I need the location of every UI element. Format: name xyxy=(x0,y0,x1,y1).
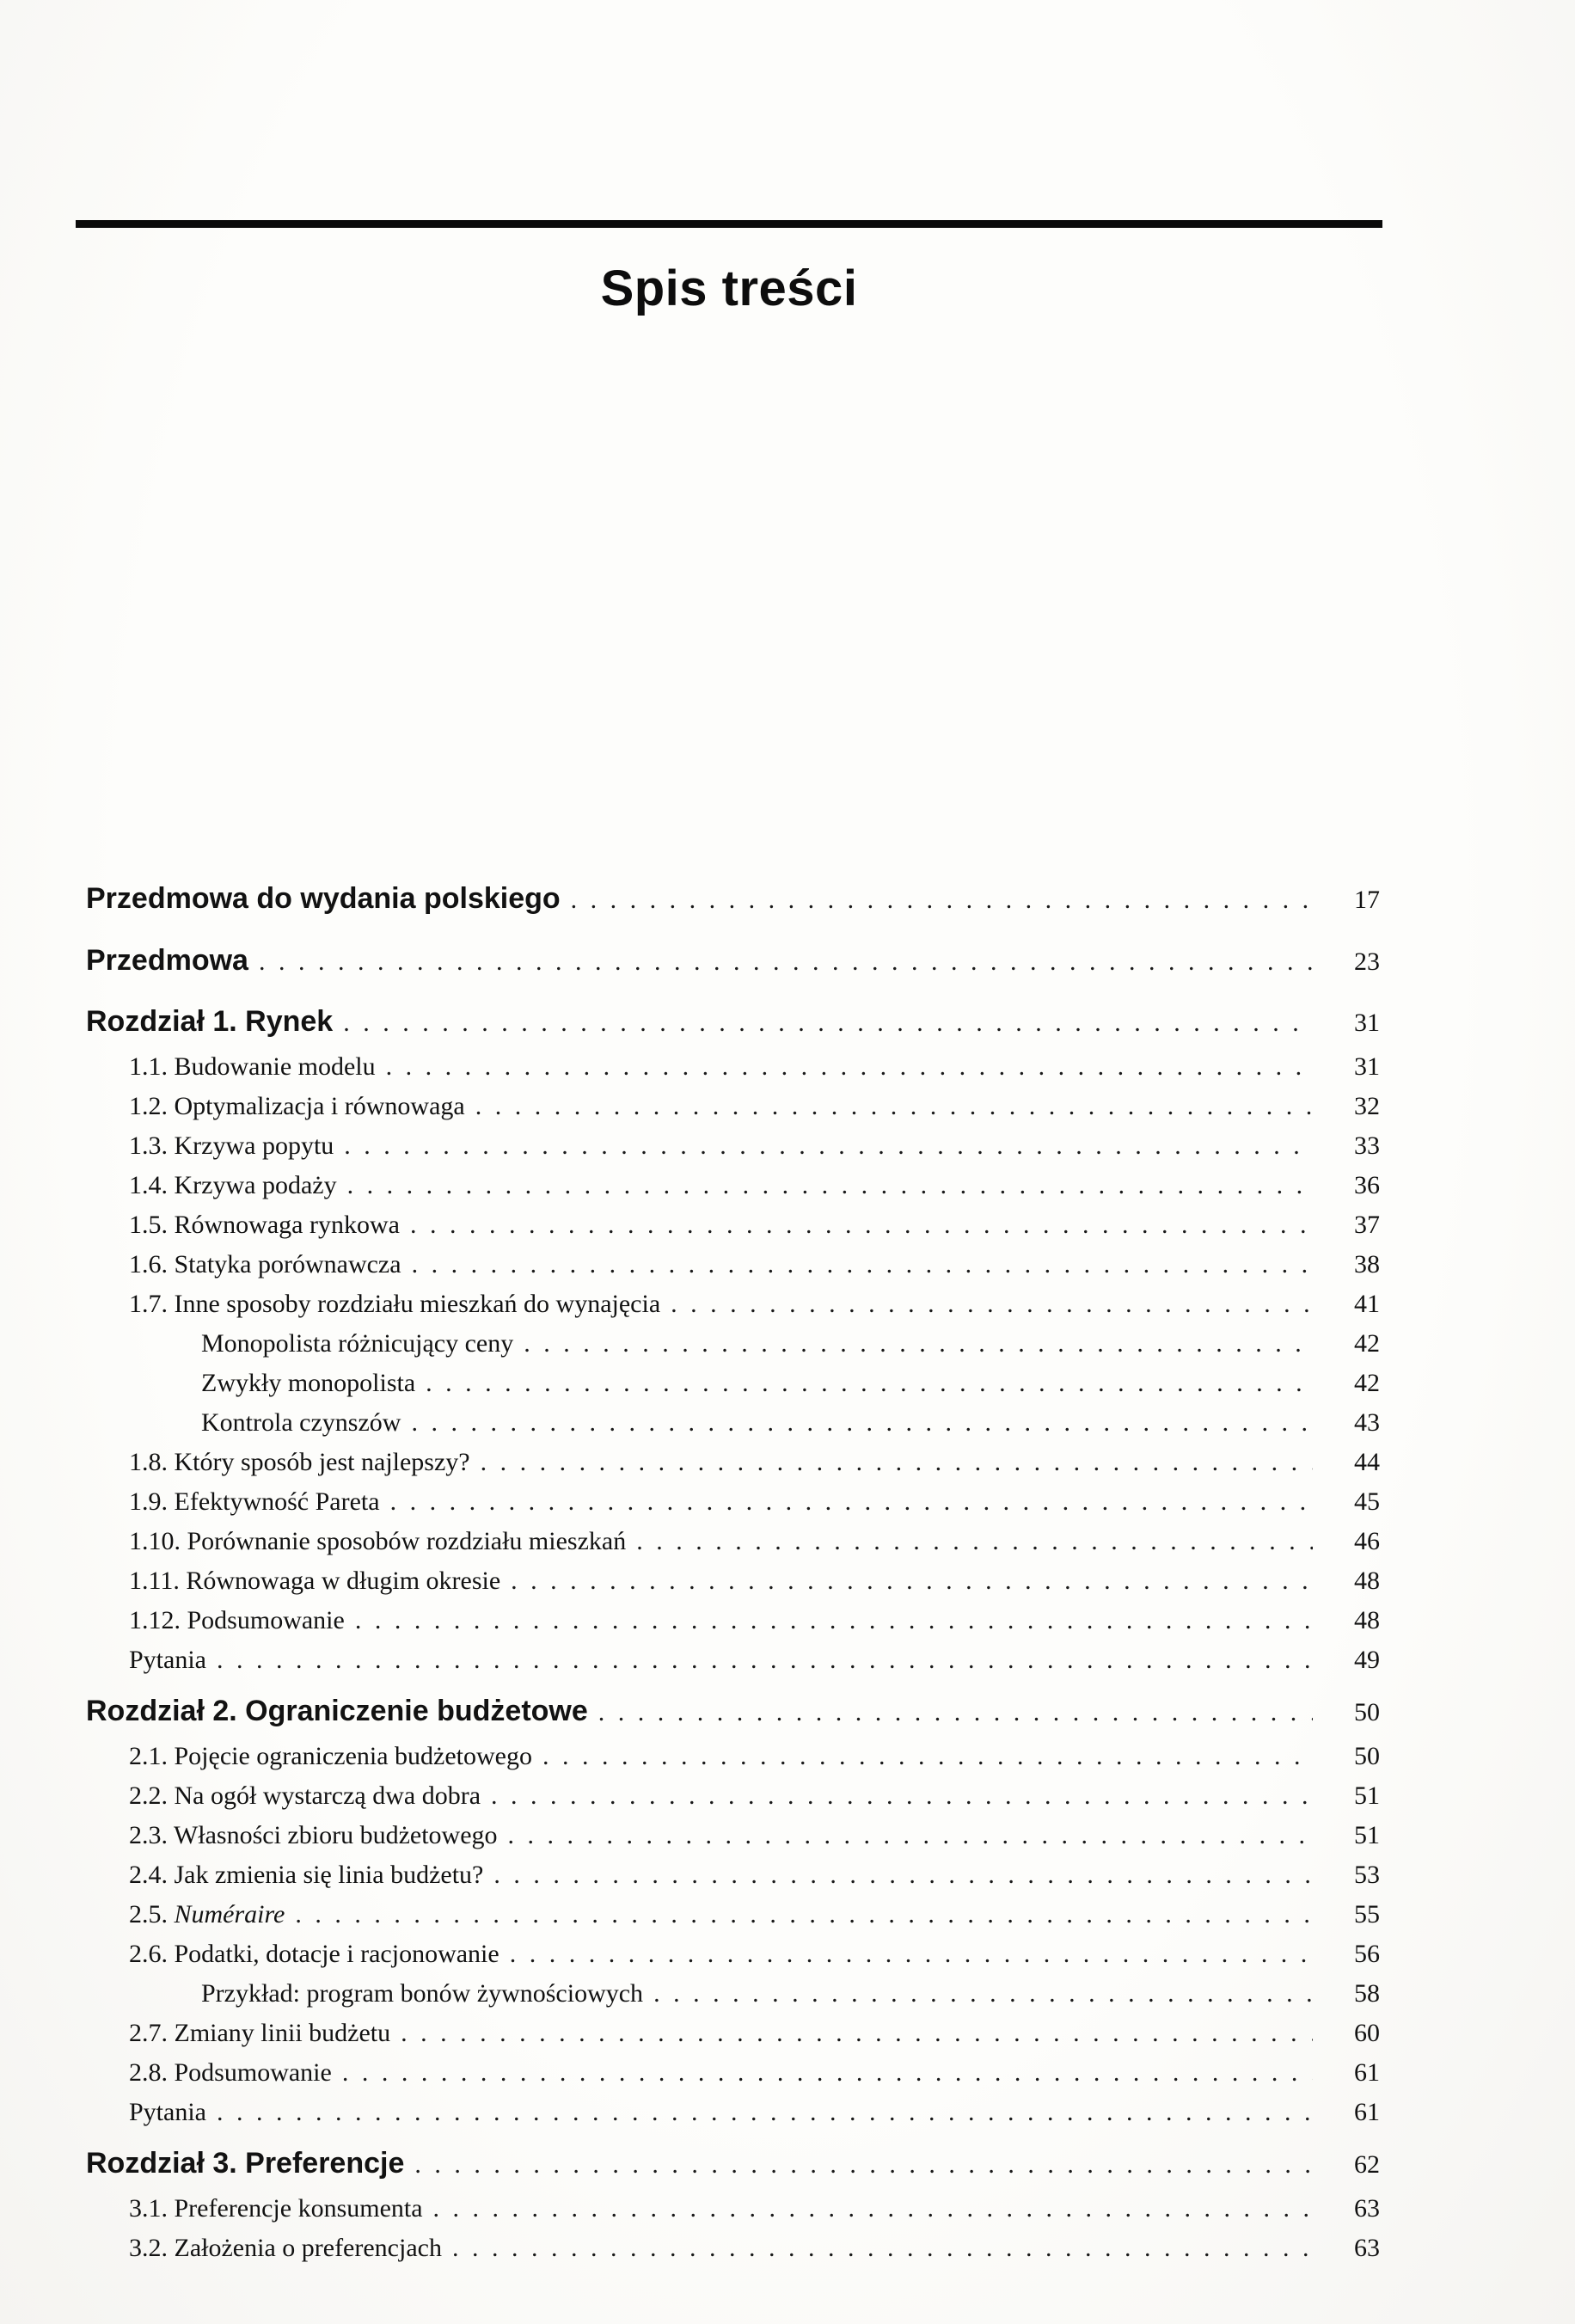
dot-leader xyxy=(524,1324,1313,1364)
toc-entry-page: 60 xyxy=(1354,2019,1380,2047)
toc-entry-page: 56 xyxy=(1354,1940,1380,1968)
toc-entry xyxy=(86,2189,1380,2229)
toc-entry xyxy=(86,1482,1380,1522)
dot-leader xyxy=(386,1047,1313,1087)
dot-leader xyxy=(259,939,1313,985)
dot-leader xyxy=(411,1403,1313,1443)
dot-leader xyxy=(390,1482,1313,1522)
dot-leader xyxy=(598,1690,1313,1735)
toc-entry-label: 1.12. Podsumowanie xyxy=(129,1606,345,1634)
toc-entry xyxy=(86,1974,1380,2014)
toc-entry-page: 32 xyxy=(1354,1092,1380,1120)
toc-entry-page: 43 xyxy=(1354,1408,1380,1437)
toc-entry-label: Pytania xyxy=(129,1646,206,1674)
toc-entry xyxy=(86,1324,1380,1364)
toc-entry xyxy=(86,1285,1380,1324)
toc-entry-page: 33 xyxy=(1354,1131,1380,1160)
toc-entry-label: Kontrola czynszów xyxy=(201,1408,401,1437)
toc-entry-page: 63 xyxy=(1354,2194,1380,2223)
dot-leader xyxy=(481,1443,1313,1482)
toc-entry xyxy=(86,1816,1380,1855)
toc-entry xyxy=(86,1935,1380,1974)
toc-entry-page: 55 xyxy=(1354,1900,1380,1928)
dot-leader xyxy=(412,1245,1313,1285)
toc-entry-label: 1.6. Statyka porównawcza xyxy=(129,1250,401,1279)
dot-leader xyxy=(355,1601,1313,1640)
toc-entry-page: 51 xyxy=(1354,1821,1380,1849)
toc-entry-label: 2.6. Podatki, dotacje i racjonowanie xyxy=(129,1940,499,1968)
toc-entry-page: 46 xyxy=(1354,1527,1380,1555)
toc-entry-label: Zwykły monopolista xyxy=(201,1369,416,1397)
toc-entry xyxy=(86,1205,1380,1245)
toc-entry-label: 3.2. Założenia o preferencjach xyxy=(129,2234,442,2262)
toc-entry-label: 1.3. Krzywa popytu xyxy=(129,1131,334,1160)
toc-entry-label: 2.1. Pojęcie ograniczenia budżetowego xyxy=(129,1742,532,1770)
toc-entry-page: 50 xyxy=(1354,1742,1380,1770)
toc-entry-label: Pytania xyxy=(129,2098,206,2126)
toc-entry-page: 53 xyxy=(1354,1861,1380,1889)
dot-leader xyxy=(401,2014,1313,2053)
dot-leader xyxy=(295,1895,1313,1935)
toc-entry-label: Rozdział 1. Rynek xyxy=(86,1005,334,1038)
toc-entry-page: 42 xyxy=(1354,1329,1380,1358)
toc-entry xyxy=(86,1403,1380,1443)
dot-leader xyxy=(510,1935,1313,1974)
toc-entry-page: 17 xyxy=(1354,886,1380,914)
toc-entry-page: 50 xyxy=(1354,1698,1380,1726)
dot-leader xyxy=(343,1001,1313,1045)
toc-entry xyxy=(86,1245,1380,1285)
toc-entry-label: 2.2. Na ogół wystarczą dwa dobra xyxy=(129,1781,481,1810)
toc-entry-page: 48 xyxy=(1354,1567,1380,1595)
toc-entry-page: 36 xyxy=(1354,1171,1380,1199)
toc-entry-page: 48 xyxy=(1354,1606,1380,1634)
dot-leader xyxy=(414,2143,1313,2187)
toc-entry-page: 31 xyxy=(1354,1009,1380,1037)
toc-entry-page: 44 xyxy=(1354,1448,1380,1476)
toc-entry-label: 3.1. Preferencje konsumenta xyxy=(129,2194,423,2223)
toc-entry-page: 61 xyxy=(1354,2058,1380,2087)
toc-entry-label: 1.11. Równowaga w długim okresie xyxy=(129,1567,501,1595)
toc-entry-page: 63 xyxy=(1354,2234,1380,2262)
toc-entry-label: 2.4. Jak zmienia się linia budżetu? xyxy=(129,1861,484,1889)
toc-entry-page: 45 xyxy=(1354,1487,1380,1516)
toc-entry-label: 2.3. Własności zbioru budżetowego xyxy=(129,1821,498,1849)
toc-entry-label: 1.10. Porównanie sposobów rozdziału mieszkań xyxy=(129,1527,627,1555)
dot-leader xyxy=(511,1561,1313,1601)
dot-leader xyxy=(636,1522,1313,1561)
dot-leader xyxy=(410,1205,1313,1245)
toc-entry-label: 2.8. Podsumowanie xyxy=(129,2058,332,2087)
toc-entry-page: 58 xyxy=(1354,1979,1380,2008)
toc-entry xyxy=(86,1364,1380,1403)
toc-entry-label: 2.7. Zmiany linii budżetu xyxy=(129,2019,391,2047)
toc-entry xyxy=(86,1895,1380,1935)
toc-entry xyxy=(86,1166,1380,1205)
toc-entry xyxy=(86,1776,1380,1816)
toc-entry-label: Rozdział 2. Ograniczenie budżetowe xyxy=(86,1695,588,1727)
page-title: Spis treści xyxy=(600,261,858,316)
toc-entry xyxy=(86,937,1380,985)
toc-entry-label: 1.7. Inne sposoby rozdziału mieszkań do wynajęcia xyxy=(129,1290,661,1318)
toc-entry-label: 1.8. Który sposób jest najlepszy? xyxy=(129,1448,470,1476)
toc-entry xyxy=(86,1126,1380,1166)
toc-entry-page: 23 xyxy=(1354,947,1380,976)
toc-entry-label: Rozdział 3. Preferencje xyxy=(86,2147,405,2180)
dot-leader xyxy=(542,1737,1313,1776)
toc-entry-page: 31 xyxy=(1354,1052,1380,1081)
toc-entry-page: 61 xyxy=(1354,2098,1380,2126)
toc-entry-label: Monopolista różnicujący ceny xyxy=(201,1329,514,1358)
toc-entry-label: Przedmowa xyxy=(86,944,248,977)
toc-entry xyxy=(86,1601,1380,1640)
toc-entry-label: Przykład: program bonów żywnościowych xyxy=(201,1979,644,2008)
dot-leader xyxy=(452,2229,1313,2268)
toc-entry xyxy=(86,1561,1380,1601)
dot-leader xyxy=(491,1776,1313,1816)
toc-entry xyxy=(86,2229,1380,2268)
toc-entry-label-italic: Numéraire xyxy=(168,1900,285,1928)
dot-leader xyxy=(571,877,1313,923)
toc-entry-page: 51 xyxy=(1354,1781,1380,1810)
dot-leader xyxy=(426,1364,1313,1403)
dot-leader xyxy=(433,2189,1313,2229)
toc-entry xyxy=(86,1522,1380,1561)
toc-entry xyxy=(86,1640,1380,1680)
toc-entry xyxy=(86,2053,1380,2093)
dot-leader xyxy=(653,1974,1313,2014)
dot-leader xyxy=(475,1087,1313,1126)
toc-entry-label: 1.4. Krzywa podaży xyxy=(129,1171,337,1199)
toc-list xyxy=(86,875,1380,2268)
toc-entry xyxy=(86,1689,1380,1735)
dot-leader xyxy=(493,1855,1313,1895)
toc-entry-label: 1.2. Optymalizacja i równowaga xyxy=(129,1092,465,1120)
dot-leader xyxy=(508,1816,1313,1855)
toc-entry-label: Przedmowa do wydania polskiego xyxy=(86,882,561,915)
toc-entry xyxy=(86,2014,1380,2053)
toc-entry-page: 42 xyxy=(1354,1369,1380,1397)
dot-leader xyxy=(217,1640,1313,1680)
toc-entry xyxy=(86,1087,1380,1126)
toc-entry-page: 49 xyxy=(1354,1646,1380,1674)
dot-leader xyxy=(217,2093,1313,2132)
dot-leader xyxy=(342,2053,1313,2093)
toc-entry xyxy=(86,875,1380,923)
toc-entry-page: 38 xyxy=(1354,1250,1380,1279)
toc-entry xyxy=(86,1737,1380,1776)
toc-entry-label: 1.9. Efektywność Pareta xyxy=(129,1487,380,1516)
toc-entry-label: 1.5. Równowaga rynkowa xyxy=(129,1211,400,1239)
dot-leader xyxy=(344,1126,1313,1166)
toc-entry xyxy=(86,2141,1380,2187)
toc-entry xyxy=(86,1443,1380,1482)
dot-leader xyxy=(671,1285,1313,1324)
toc-entry xyxy=(86,1047,1380,1087)
dot-leader xyxy=(347,1166,1313,1205)
toc-entry-label: 2.5. Numéraire xyxy=(129,1900,285,1928)
toc-entry-page: 41 xyxy=(1354,1290,1380,1318)
toc-entry xyxy=(86,2093,1380,2132)
toc-entry-page: 62 xyxy=(1354,2150,1380,2179)
toc-entry xyxy=(86,1855,1380,1895)
toc-entry-label: 1.1. Budowanie modelu xyxy=(129,1052,376,1081)
top-rule xyxy=(76,220,1382,228)
toc-entry xyxy=(86,999,1380,1045)
toc-entry-page: 37 xyxy=(1354,1211,1380,1239)
